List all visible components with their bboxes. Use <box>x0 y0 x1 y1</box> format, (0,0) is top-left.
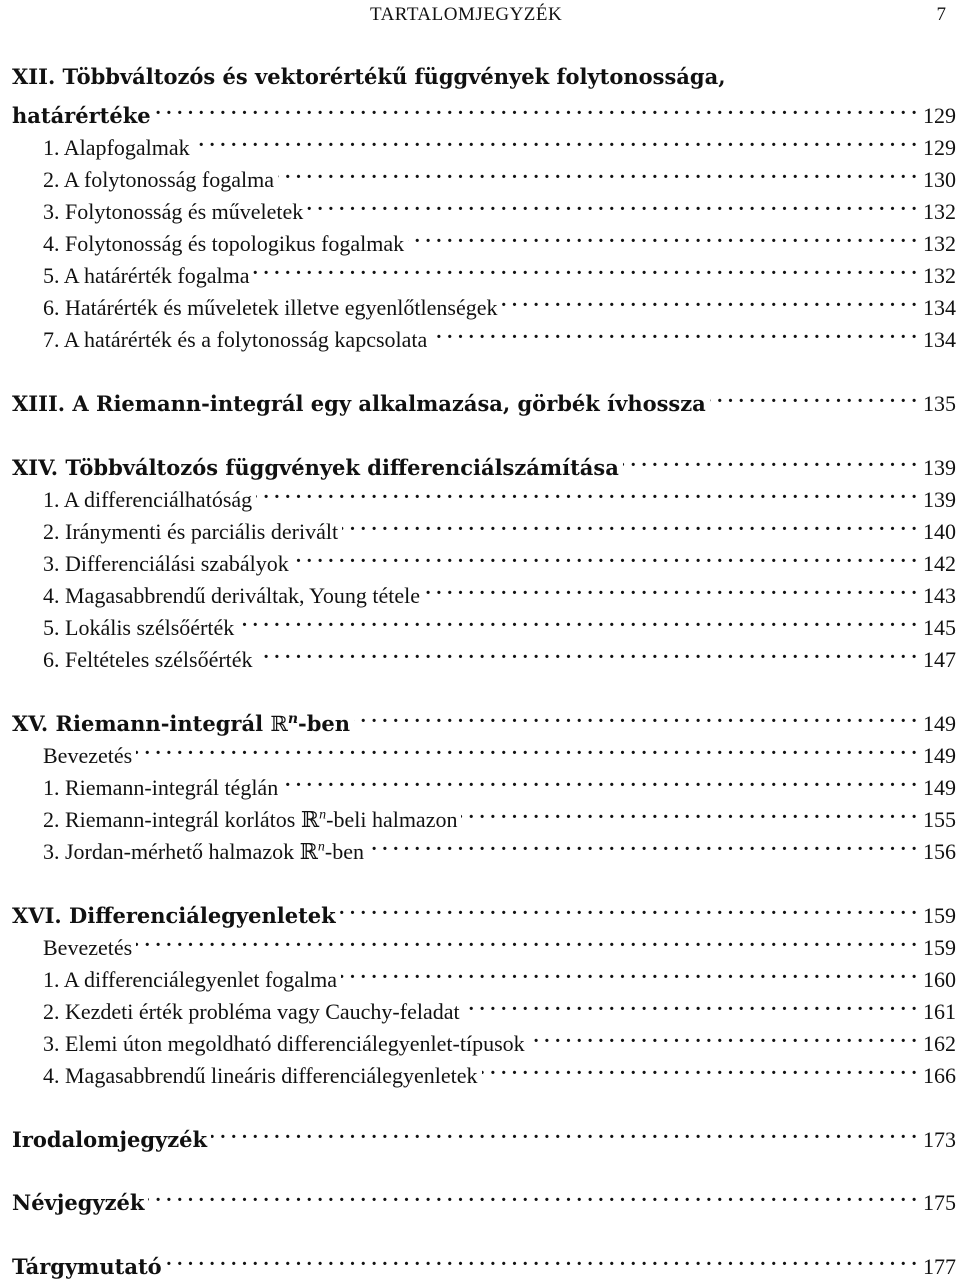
exponent-n: n <box>287 711 298 727</box>
real-numbers-symbol: ℝ <box>299 840 318 865</box>
toc-entry[interactable] <box>12 253 956 288</box>
toc-entry-page: 132 <box>923 263 956 288</box>
dot-leader <box>155 93 917 123</box>
toc-entry-page: 143 <box>923 583 956 608</box>
toc-entry[interactable] <box>12 925 956 960</box>
chapter-xv-entry[interactable] <box>12 701 956 736</box>
toc-entry-page: 155 <box>923 807 956 832</box>
toc-entry-label: 2. Kezdeti érték probléma vagy Cauchy-feladat <box>43 999 460 1024</box>
back-matter-page: 173 <box>923 1127 956 1152</box>
toc-entry-label: 4. Magasabbrendű deriváltak, Young tétele <box>43 583 420 608</box>
toc-entry-page: 159 <box>923 935 956 960</box>
toc-entry-label: Bevezetés <box>43 935 133 960</box>
toc-entry-page: 156 <box>923 839 956 864</box>
dot-leader <box>408 221 917 251</box>
toc-entry-label: 5. Lokális szélsőérték <box>43 615 235 640</box>
chapter-xiii-page: 135 <box>923 391 956 416</box>
back-matter-label: Tárgymutató <box>12 1254 162 1279</box>
toc-entry[interactable] <box>12 765 956 800</box>
toc-entry[interactable] <box>12 221 956 256</box>
dot-leader <box>461 797 917 827</box>
chapter-xvi-title: XVI. Differenciálegyenletek <box>12 903 336 928</box>
dot-leader <box>148 1180 917 1210</box>
toc-entry-label: 1. A differenciálhatóság <box>43 487 253 512</box>
chapter-xv-title-prefix: XV. Riemann-integrál <box>12 711 271 736</box>
dot-leader <box>166 1244 917 1274</box>
toc-entry-label: 1. Riemann-integrál téglán <box>43 775 279 800</box>
chapter-xvi-page: 159 <box>923 903 956 928</box>
subject-index-entry[interactable] <box>12 1244 956 1279</box>
toc-entry-label: 2. Iránymenti és parciális derivált <box>43 519 339 544</box>
toc-entry-page: 149 <box>923 775 956 800</box>
back-matter-page: 175 <box>923 1190 956 1215</box>
dot-leader <box>256 477 917 507</box>
toc-entry-page: 139 <box>923 487 956 512</box>
toc-entry[interactable] <box>12 157 956 192</box>
toc-entry[interactable] <box>12 1053 956 1088</box>
toc-entry[interactable] <box>12 605 956 640</box>
toc-entry-label: 1. Alapfogalmak <box>43 135 190 160</box>
dot-leader <box>368 829 917 859</box>
toc-entry-label: 7. A határérték és a folytonosság kapcsolata <box>43 327 428 352</box>
toc-entry-label: 1. A differenciálegyenlet fogalma <box>43 967 338 992</box>
toc-entry[interactable] <box>12 573 956 608</box>
toc-entry[interactable] <box>12 989 956 1024</box>
dot-leader <box>342 509 917 539</box>
dot-leader <box>529 1021 917 1051</box>
toc-entry[interactable] <box>12 541 956 576</box>
page-number: 7 <box>936 4 946 25</box>
exponent-n: n <box>317 839 325 855</box>
toc-entry[interactable] <box>12 477 956 512</box>
toc-entry[interactable] <box>12 957 956 992</box>
toc-entry-label: 3. Folytonosság és műveletek <box>43 199 304 224</box>
real-numbers-symbol: ℝ <box>300 808 320 833</box>
name-index-entry[interactable] <box>12 1180 956 1215</box>
back-matter-label: Névjegyzék <box>12 1190 145 1215</box>
dot-leader <box>424 573 917 603</box>
dot-leader <box>482 1053 917 1083</box>
exponent-n: n <box>319 807 327 823</box>
toc-entry-label-suffix: -ben <box>324 839 364 864</box>
bibliography-entry[interactable] <box>12 1117 956 1152</box>
toc-entry-page: 130 <box>923 167 956 192</box>
toc-entry-label: 4. Magasabbrendű lineáris differenciálegyenletek <box>43 1063 478 1088</box>
dot-leader <box>238 605 917 635</box>
toc-entry[interactable] <box>12 285 956 320</box>
chapter-xiii-title: XIII. A Riemann-integrál egy alkalmazása, görbék ívhossza <box>12 391 706 416</box>
dot-leader <box>501 285 917 315</box>
dot-leader <box>211 1117 917 1147</box>
back-matter-page: 177 <box>923 1254 956 1279</box>
chapter-xvi-entry[interactable] <box>12 893 956 928</box>
toc-entry-page: 132 <box>923 231 956 256</box>
dot-leader <box>293 541 917 571</box>
dot-leader <box>278 157 917 187</box>
dot-leader <box>136 733 917 763</box>
dot-leader <box>710 381 917 411</box>
toc-entry-label: 3. Differenciálási szabályok <box>43 551 289 576</box>
toc-entry[interactable] <box>12 1021 956 1056</box>
toc-entry-page: 147 <box>923 647 956 672</box>
toc-entry-page: 166 <box>923 1063 956 1088</box>
real-numbers-symbol: ℝ <box>270 712 288 736</box>
toc-entry-page: 145 <box>923 615 956 640</box>
toc-entry-label: 5. A határérték fogalma <box>43 263 250 288</box>
dot-leader <box>431 317 917 347</box>
toc-entry-label: 2. A folytonosság fogalma <box>43 167 274 192</box>
chapter-xv-title-suffix: -ben <box>298 711 351 736</box>
toc-entry-page: 149 <box>923 743 956 768</box>
toc-entry-label <box>43 837 364 868</box>
toc-entry-label: 6. Feltételes szélsőérték <box>43 647 253 672</box>
toc-entry[interactable] <box>12 637 956 672</box>
chapter-xii-page: 129 <box>923 103 956 128</box>
toc-entry[interactable] <box>12 317 956 352</box>
toc-entry-label: 4. Folytonosság és topologikus fogalmak <box>43 231 405 256</box>
toc-entry-label: 6. Határérték és műveletek illetve egyenlőtlenségek <box>43 295 498 320</box>
dot-leader <box>257 637 917 667</box>
toc-entry-label: Bevezetés <box>43 743 133 768</box>
toc-entry[interactable] <box>12 829 956 865</box>
toc-entry-label-prefix: 2. Riemann-integrál korlátos <box>43 807 301 832</box>
toc-entry-page: 161 <box>923 999 956 1024</box>
toc-entry-page: 160 <box>923 967 956 992</box>
toc-entry-page: 162 <box>923 1031 956 1056</box>
chapter-xiv-page: 139 <box>923 455 956 480</box>
chapter-xiv-title: XIV. Többváltozós függvények differenciálszámítása <box>12 455 619 480</box>
toc-entry-label-suffix: -beli halmazon <box>326 807 458 832</box>
chapter-xv-page: 149 <box>923 711 956 736</box>
toc-entry[interactable] <box>12 733 956 768</box>
dot-leader <box>282 765 917 795</box>
running-head: TARTALOMJEGYZÉK <box>370 4 563 25</box>
toc-entry-page: 132 <box>923 199 956 224</box>
dot-leader <box>307 189 917 219</box>
dot-leader <box>340 893 917 923</box>
dot-leader <box>341 957 917 987</box>
chapter-xiii-entry[interactable] <box>12 381 956 416</box>
toc-entry-page: 142 <box>923 551 956 576</box>
toc-entry-page: 134 <box>923 295 956 320</box>
dot-leader <box>354 701 917 731</box>
toc-entry[interactable] <box>12 509 956 544</box>
toc-entry-page: 134 <box>923 327 956 352</box>
toc-entry[interactable] <box>12 189 956 224</box>
chapter-xii-entry[interactable] <box>12 93 956 128</box>
back-matter-label: Irodalomjegyzék <box>12 1127 208 1152</box>
toc-entry-label-prefix: 3. Jordan-mérhető halmazok <box>43 839 300 864</box>
dot-leader <box>194 125 917 155</box>
toc-entry[interactable] <box>12 797 956 833</box>
dot-leader <box>623 445 917 475</box>
toc-entry[interactable] <box>12 125 956 160</box>
dot-leader <box>464 989 917 1019</box>
toc-entry-page: 140 <box>923 519 956 544</box>
chapter-xii-title-line2: határértéke <box>12 103 151 128</box>
chapter-xiv-entry[interactable] <box>12 445 956 480</box>
chapter-xii-title-line1: XII. Többváltozós és vektorértékű függvények folytonossága, <box>12 64 726 89</box>
toc-entry-page: 129 <box>923 135 956 160</box>
dot-leader <box>253 253 917 283</box>
dot-leader <box>136 925 917 955</box>
toc-entry-label: 3. Elemi úton megoldható differenciálegyenlet-típusok <box>43 1031 525 1056</box>
